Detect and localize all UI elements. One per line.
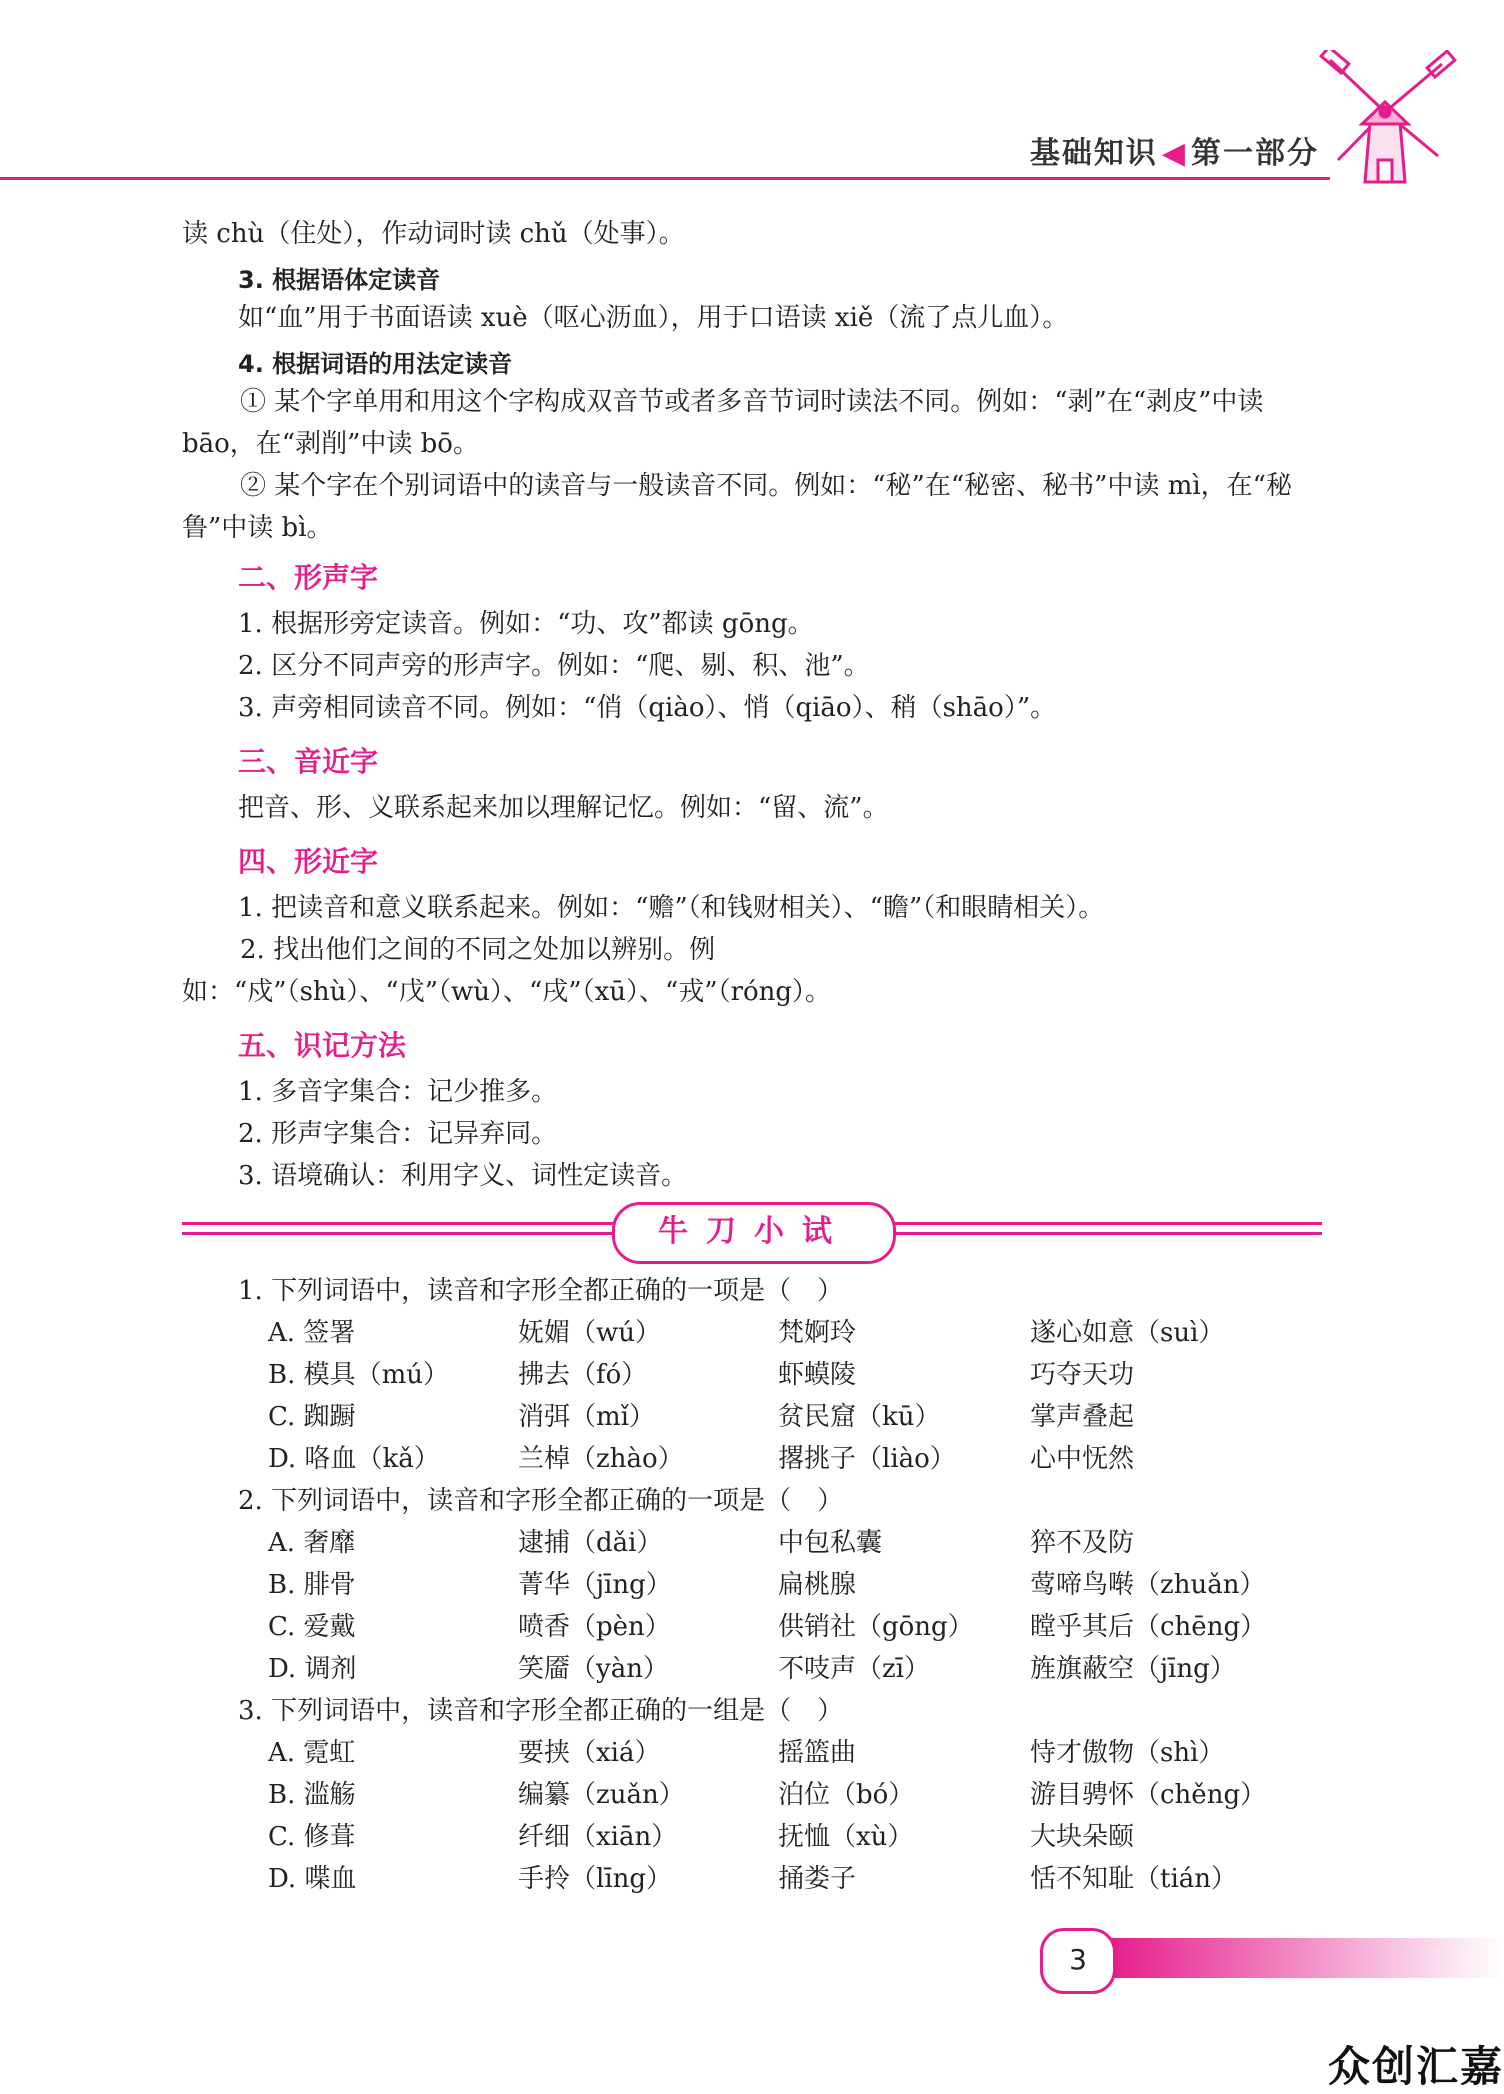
list-item: 3. 语境确认：利用字义、词性定读音。 (238, 1161, 688, 1191)
paragraph-3: 如“血”用于书面语读 xuè（呕心沥血），用于口语读 xiě（流了点儿血）。 (238, 303, 1069, 333)
option-cell: 虾蟆陵 (778, 1360, 857, 1390)
option-cell: A. 签署 (268, 1318, 356, 1348)
triangle-left-icon: ◀ (1161, 136, 1187, 171)
option-cell: 兰棹（zhào） (518, 1444, 684, 1474)
option-cell: 游目骋怀（chěng） (1030, 1780, 1267, 1810)
option-cell: 妩媚（wú） (518, 1318, 662, 1348)
option-cell: 笑靥（yàn） (518, 1654, 669, 1684)
option-cell: D. 喋血 (268, 1864, 357, 1894)
option-cell: 扁桃腺 (778, 1570, 857, 1600)
page-number-bar (1108, 1938, 1504, 1978)
option-cell: D. 调剂 (268, 1654, 357, 1684)
option-cell: 旌旗蔽空（jīng） (1030, 1654, 1236, 1684)
option-cell: A. 奢靡 (268, 1528, 356, 1558)
subheading-4: 4. 根据词语的用法定读音 (238, 350, 513, 378)
section-heading-5: 五、识记方法 (238, 1029, 407, 1062)
option-cell: 巧夺天功 (1030, 1360, 1135, 1390)
section-heading-3: 三、音近字 (238, 745, 379, 778)
option-cell: C. 爱戴 (268, 1612, 356, 1642)
option-cell: 泊位（bó） (778, 1780, 915, 1810)
option-cell: 瞠乎其后（chēng） (1030, 1612, 1267, 1642)
paragraph-4a: ① 某个字单用和用这个字构成双音节或者多音节词时读法不同。例如：“剥”在“剥皮”中读 bāo，在“剥削”中读 bō。 (182, 387, 1264, 459)
page-number: 3 (1040, 1928, 1116, 1994)
option-cell: B. 滥觞 (268, 1780, 356, 1810)
option-cell: 撂挑子（liào） (778, 1444, 956, 1474)
question-stem: 2. 下列词语中，读音和字形全都正确的一项是（ ） (238, 1486, 844, 1516)
option-cell: 喷香（pèn） (518, 1612, 671, 1642)
option-cell: 供销社（gōng） (778, 1612, 974, 1642)
option-cell: B. 模具（mú） (268, 1360, 450, 1390)
option-cell: 掌声叠起 (1030, 1402, 1135, 1432)
option-cell: 恬不知耻（tián） (1030, 1864, 1238, 1894)
windmill-icon (1310, 50, 1460, 185)
option-cell: 消弭（mǐ） (518, 1402, 655, 1432)
list-item: 1. 把读音和意义联系起来。例如：“赡”（和钱财相关）、“瞻”（和眼睛相关）。 (238, 893, 1105, 923)
option-cell: 遂心如意（suì） (1030, 1318, 1225, 1348)
option-cell: 纤细（xiān） (518, 1822, 678, 1852)
list-item: 2. 找出他们之间的不同之处加以辨别。例如：“戍”（shù）、“戊”（wù）、“戌”（xū）、“戎”（róng）。 (182, 935, 832, 1007)
option-cell: 大块朵颐 (1030, 1822, 1135, 1852)
option-cell: 菁华（jīng） (518, 1570, 672, 1600)
section-title: 第一部分 (1191, 136, 1319, 171)
option-cell: 拂去（fó） (518, 1360, 648, 1390)
option-cell: 梵婀玲 (778, 1318, 857, 1348)
section-heading-4: 四、形近字 (238, 845, 379, 878)
option-cell: 猝不及防 (1030, 1528, 1135, 1558)
question-stem: 3. 下列词语中，读音和字形全都正确的一组是（ ） (238, 1696, 844, 1726)
option-cell: 贫民窟（kū） (778, 1402, 941, 1432)
paragraph-4b: ② 某个字在个别词语中的读音与一般读音不同。例如：“秘”在“秘密、秘书”中读 mì，在“秘鲁”中读 bì。 (182, 471, 1292, 543)
option-cell: 逮捕（dǎi） (518, 1528, 663, 1558)
option-cell: 心中怃然 (1030, 1444, 1135, 1474)
list-item: 3. 声旁相同读音不同。例如：“俏（qiào）、悄（qiāo）、稍（shāo）”。 (238, 693, 1057, 723)
option-cell: 抚恤（xù） (778, 1822, 914, 1852)
book-title: 基础知识 (1029, 136, 1158, 171)
option-cell: 莺啼鸟啭（zhuǎn） (1030, 1570, 1266, 1600)
list-item: 2. 形声字集合：记异弃同。 (238, 1119, 558, 1149)
option-cell: C. 踟蹰 (268, 1402, 356, 1432)
header-divider (0, 177, 1330, 180)
list-item: 1. 多音字集合：记少推多。 (238, 1077, 558, 1107)
option-cell: 要挟（xiá） (518, 1738, 661, 1768)
option-cell: 摇篮曲 (778, 1738, 857, 1768)
option-cell: 捅娄子 (778, 1864, 857, 1894)
list-item: 1. 根据形旁定读音。例如：“功、攻”都读 gōng。 (238, 609, 814, 639)
option-cell: 中包私囊 (778, 1528, 883, 1558)
list-item: 把音、形、义联系起来加以理解记忆。例如：“留、流”。 (238, 793, 889, 823)
list-item: 2. 区分不同声旁的形声字。例如：“爬、剔、积、池”。 (238, 651, 870, 681)
header-title (1030, 128, 1319, 172)
option-cell: 不吱声（zī） (778, 1654, 931, 1684)
practice-banner: 牛刀小试 (612, 1202, 896, 1264)
option-cell: A. 霓虹 (268, 1738, 356, 1768)
intro-continuation: 读 chù（住处），作动词时读 chǔ（处事）。 (182, 219, 685, 249)
option-cell: D. 咯血（kǎ） (268, 1444, 440, 1474)
option-cell: 恃才傲物（shì） (1030, 1738, 1225, 1768)
watermark: 众创汇嘉 (1327, 2042, 1504, 2091)
subheading-3: 3. 根据语体定读音 (238, 266, 441, 294)
question-stem: 1. 下列词语中，读音和字形全都正确的一项是（ ） (238, 1276, 844, 1306)
section-heading-2: 二、形声字 (238, 561, 379, 594)
option-cell: C. 修葺 (268, 1822, 356, 1852)
option-cell: 编纂（zuǎn） (518, 1780, 685, 1810)
option-cell: 手拎（līng） (518, 1864, 673, 1894)
option-cell: B. 腓骨 (268, 1570, 356, 1600)
